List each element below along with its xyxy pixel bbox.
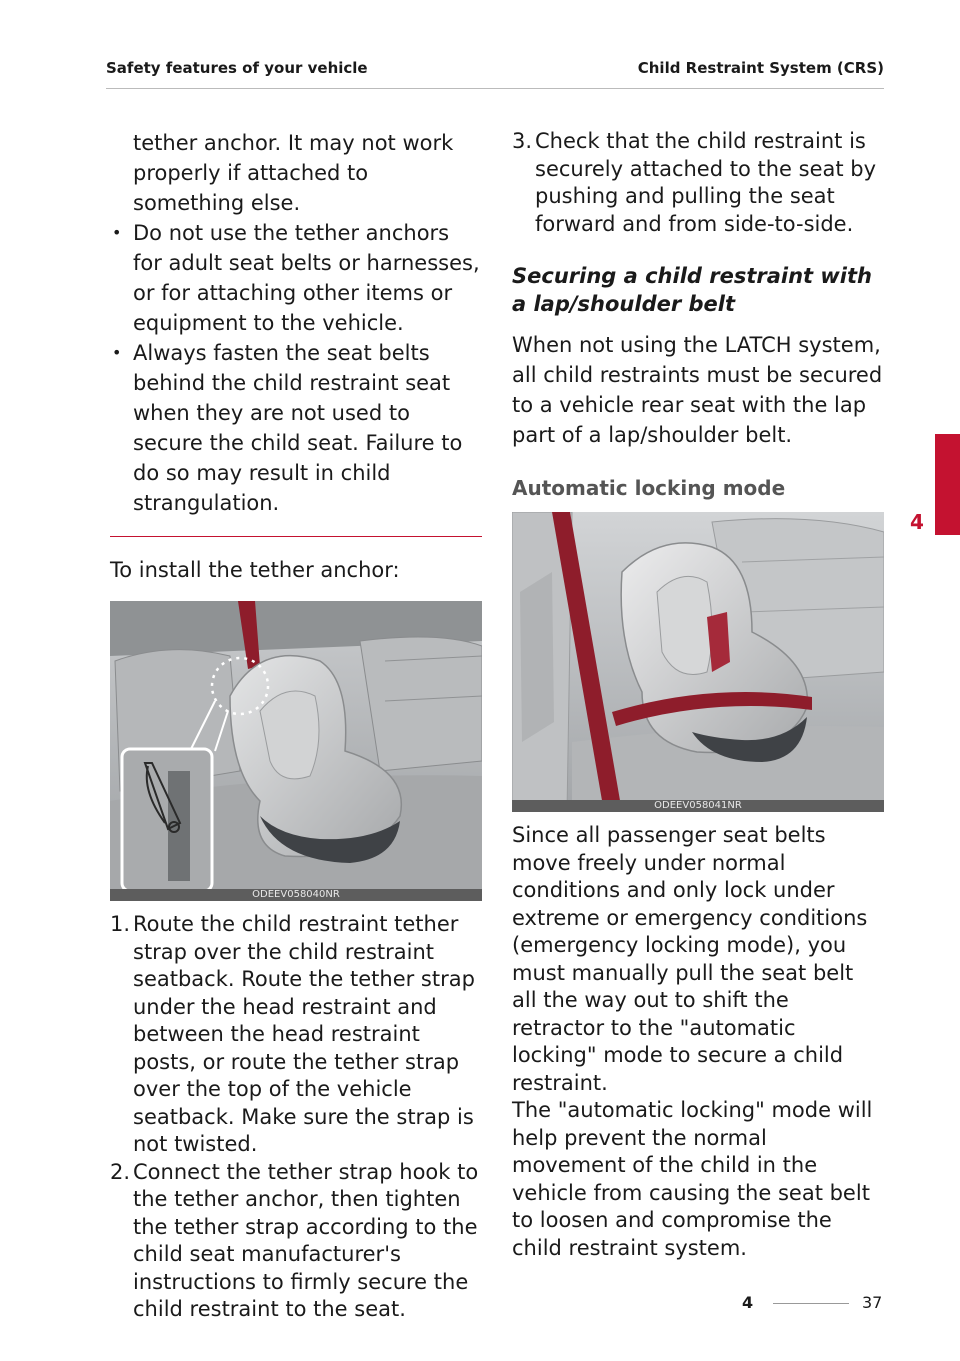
auto-lock-benefit-paragraph: The "automatic locking" mode will help prevent the normal movement of the child in the vehicle from causing the seat belt to loosen and compromise the child restraint system. — [512, 1098, 873, 1260]
auto-lock-figure — [512, 512, 884, 812]
section-subheading: Securing a child restraint with a lap/shoulder belt — [512, 264, 872, 316]
step-text: Connect the tether strap hook to the tether anchor, then tighten the tether strap according to the child seat manufacturer's instructions to firmly secure the child restraint to the seat. — [133, 1159, 479, 1321]
header-divider — [106, 88, 884, 89]
tether-intro: To install the tether anchor: — [110, 558, 400, 582]
step-number: 1. — [110, 912, 131, 936]
install-steps-list — [110, 911, 482, 1324]
warning-end-rule — [110, 536, 482, 537]
chapter-tab-number: 4 — [910, 510, 924, 534]
step-number: 2. — [110, 1159, 131, 1184]
warning-bullet: • Do not use the tether anchors for adult seat belts or harnesses, or for attaching other items or equipment to the vehicle. — [110, 218, 482, 338]
step-text: Route the child restraint tether strap over the child restraint seatback. Route the tether strap under the head restraint and between the head restraint posts, or route the tether strap over the top of the vehicle seatback. Make sure the strap is not twisted. — [133, 912, 475, 1156]
install-step — [110, 1159, 482, 1324]
chapter-tab — [935, 434, 960, 535]
auto-lock-illustration — [512, 512, 884, 812]
tether-anchor-figure — [110, 601, 482, 901]
footer-page-number: 37 — [862, 1293, 883, 1312]
left-column — [110, 128, 482, 1324]
step-text: Check that the child restraint is securely attached to the seat by pushing and pulling the seat forward and from side-to-side. — [535, 129, 877, 236]
running-header-chapter: Child Restraint System (CRS) — [637, 59, 884, 77]
install-steps-continued — [512, 128, 884, 238]
figure-code: ODEEV058041NR — [512, 800, 884, 812]
section-subheading-auto-lock: Automatic locking mode — [512, 476, 786, 500]
figure-code: ODEEV058040NR — [110, 889, 482, 901]
install-step — [110, 911, 482, 1159]
right-column — [512, 128, 884, 1262]
install-step — [512, 128, 884, 238]
footer-chapter-number: 4 — [742, 1293, 754, 1312]
auto-lock-paragraph: Since all passenger seat belts move freely under normal conditions and only lock under extreme or emergency conditions (emergency locking mode), you must manually pull the seat belt all the way out to shift the retractor to the "automatic locking" mode to secure a child restraint. — [512, 823, 868, 1095]
continued-warning-text: tether anchor. It may not work properly if attached to something else. — [133, 131, 454, 215]
footer-divider — [773, 1303, 849, 1304]
running-header-section: Safety features of your vehicle — [106, 59, 368, 77]
warning-bullet: • Always fasten the seat belts behind the child restraint seat when they are not used to secure the child seat. Failure to do so may result in child strangulation. — [110, 338, 482, 518]
latch-paragraph: When not using the LATCH system, all child restraints must be secured to a vehicle rear seat with the lap part of a lap/shoulder belt. — [512, 333, 883, 447]
warning-bullet-list — [110, 218, 482, 518]
tether-anchor-illustration — [110, 601, 482, 901]
step-number: 3. — [512, 129, 533, 153]
